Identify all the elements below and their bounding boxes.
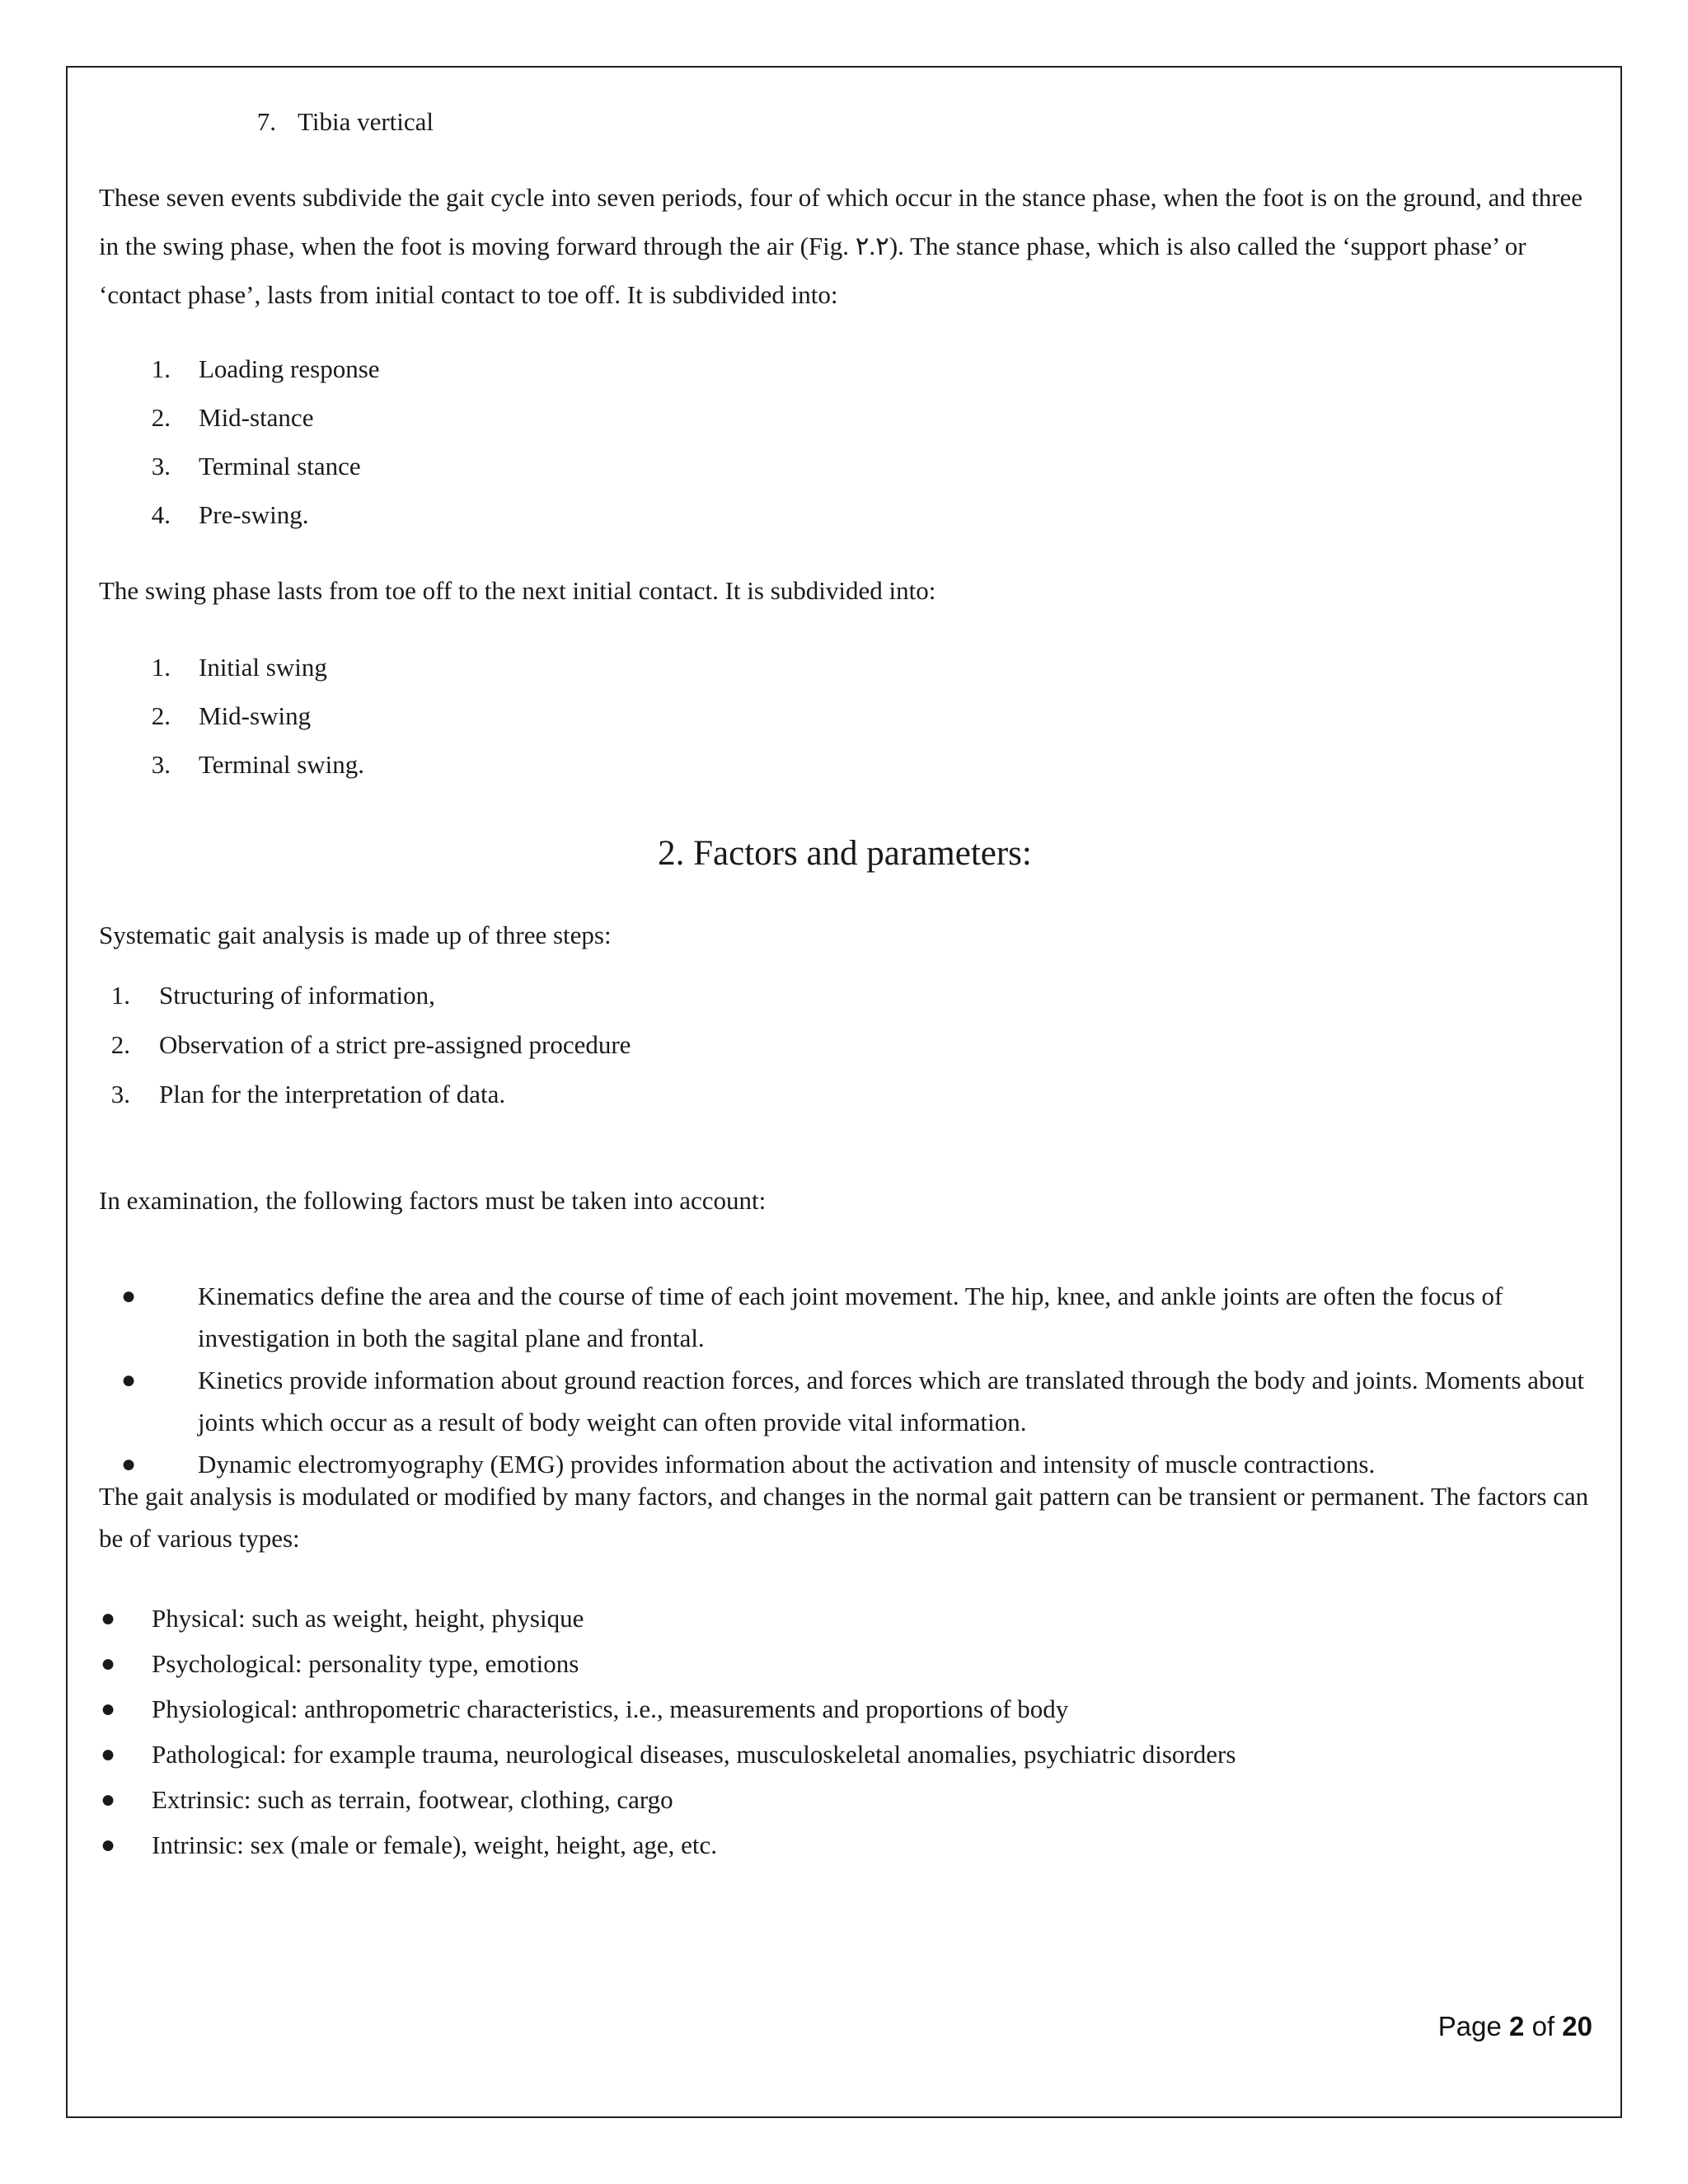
list-item	[99, 1777, 1591, 1822]
list-item	[99, 971, 1591, 1020]
list-item	[99, 1020, 1591, 1070]
list-text: Mid-stance	[199, 403, 314, 432]
list-item	[99, 344, 1591, 393]
list-number: 3.	[151, 452, 171, 480]
list-text: Kinetics provide information about ground reaction forces, and forces which are translated through the body and joints. Moments about joints which occur as a result of body weight can often provide vital information.	[198, 1366, 1585, 1436]
list-number: 1.	[110, 981, 130, 1010]
list-text: Loading response	[199, 354, 380, 383]
list-text: Pathological: for example trauma, neurological diseases, musculoskeletal anomalies, psychiatric disorders	[152, 1740, 1236, 1769]
list-text: Terminal swing.	[199, 750, 365, 779]
bullet-icon: ●	[120, 1282, 137, 1310]
examination-factors-list	[99, 1275, 1591, 1485]
list-item	[99, 1070, 1591, 1119]
bullet-icon: ●	[100, 1650, 116, 1677]
list-number: 7.	[256, 107, 276, 136]
factor-types-list	[99, 1596, 1591, 1868]
stance-phase-list	[99, 344, 1591, 539]
paragraph-swing-phase: The swing phase lasts from toe off to the next initial contact. It is subdivided into:	[99, 576, 936, 605]
list-number: 1.	[151, 354, 171, 383]
list-text: Initial swing	[199, 653, 327, 682]
list-number: 1.	[151, 653, 171, 682]
section-heading: 2. Factors and parameters:	[658, 834, 1032, 873]
list-text: Kinematics define the area and the course of time of each joint movement. The hip, knee, and ankle joints are often the focus of investigation in both the sagital plane and frontal.	[198, 1282, 1503, 1352]
list-text: Structuring of information,	[159, 981, 435, 1010]
list-item	[99, 643, 1591, 691]
list-item	[99, 1732, 1591, 1777]
page-label: Page	[1437, 2011, 1502, 2041]
list-item	[99, 1641, 1591, 1686]
list-text: Dynamic electromyography (EMG) provides information about the activation and intensity of muscle contractions.	[198, 1450, 1376, 1479]
list-number: 3.	[110, 1080, 130, 1108]
list-text: Observation of a strict pre-assigned procedure	[159, 1030, 631, 1059]
bullet-icon: ●	[100, 1741, 116, 1768]
list-item	[99, 97, 1591, 146]
list-item	[99, 740, 1591, 789]
paragraph-examination: In examination, the following factors must be taken into account:	[99, 1186, 767, 1215]
bullet-icon: ●	[120, 1366, 137, 1394]
list-number: 2.	[151, 701, 171, 730]
bullet-icon: ●	[100, 1786, 116, 1813]
current-page-number: 2	[1509, 2011, 1525, 2041]
list-text: Extrinsic: such as terrain, footwear, clothing, cargo	[152, 1785, 673, 1814]
paragraph-modulating-factors: The gait analysis is modulated or modified by many factors, and changes in the normal gait pattern can be transient or permanent. The factors can be of various types:	[99, 1482, 1589, 1553]
list-item	[99, 1359, 1591, 1443]
list-text: Terminal stance	[199, 452, 361, 480]
list-item	[99, 442, 1591, 490]
list-text: Mid-swing	[199, 701, 312, 730]
list-text: Plan for the interpretation of data.	[159, 1080, 506, 1108]
gait-event-list	[99, 97, 1591, 146]
total-pages-number: 20	[1562, 2011, 1592, 2041]
list-number: 4.	[151, 500, 171, 529]
list-text: Psychological: personality type, emotions	[152, 1649, 579, 1678]
list-item	[99, 1686, 1591, 1732]
list-text: Physiological: anthropometric characteristics, i.e., measurements and proportions of body	[152, 1694, 1069, 1723]
page-of-label: of	[1531, 2011, 1555, 2041]
swing-phase-list	[99, 643, 1591, 789]
list-item	[99, 1275, 1591, 1359]
list-item	[99, 1822, 1591, 1868]
list-number: 2.	[151, 403, 171, 432]
page-number-footer	[1438, 2011, 1592, 2042]
list-number: 2.	[110, 1030, 130, 1059]
list-item	[99, 490, 1591, 539]
paragraph-gait-periods: These seven events subdivide the gait cycle into seven periods, four of which occur in the stance phase, when the foot is on the ground, and three in the swing phase, when the foot is moving forward through the air (Fig. ۲.۲). The stance phase, which is also called the ‘support phase’ or ‘contact phase’, lasts from initial contact to toe off. It is subdivided into:	[99, 183, 1583, 309]
analysis-steps-list	[99, 971, 1591, 1119]
list-text: Tibia vertical	[298, 107, 434, 136]
bullet-icon: ●	[100, 1695, 116, 1722]
bullet-icon: ●	[100, 1605, 116, 1632]
list-item	[99, 393, 1591, 442]
paragraph-analysis-steps: Systematic gait analysis is made up of three steps:	[99, 921, 612, 949]
list-text: Physical: such as weight, height, physique	[152, 1604, 584, 1633]
list-number: 3.	[151, 750, 171, 779]
bullet-icon: ●	[120, 1451, 137, 1478]
list-text: Intrinsic: sex (male or female), weight, height, age, etc.	[152, 1830, 718, 1859]
bullet-icon: ●	[100, 1831, 116, 1858]
list-item	[99, 691, 1591, 740]
list-text: Pre-swing.	[199, 500, 309, 529]
list-item	[99, 1596, 1591, 1641]
